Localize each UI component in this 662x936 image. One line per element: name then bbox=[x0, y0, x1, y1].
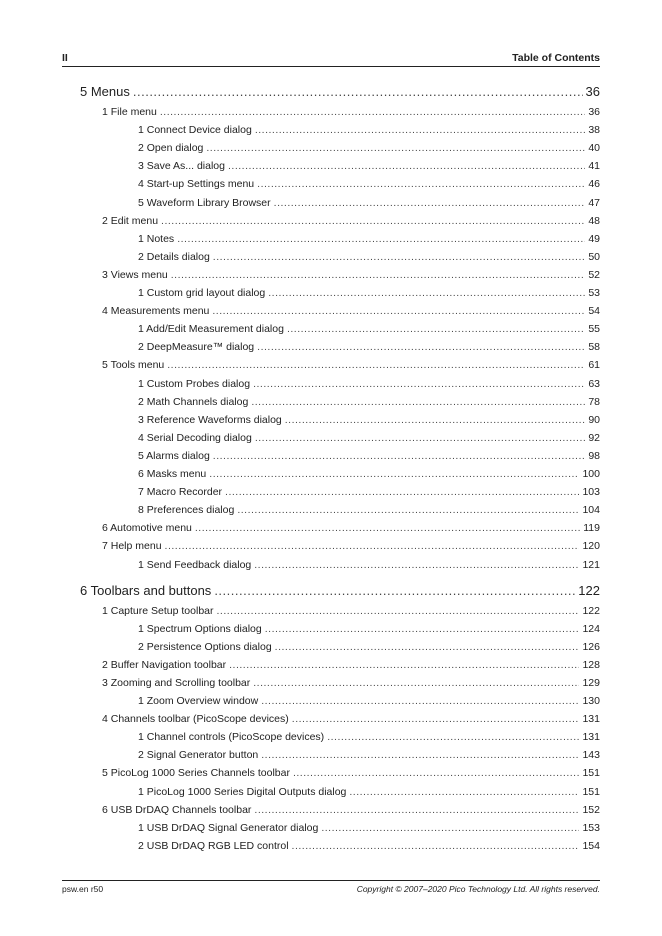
toc-entry-page: 131 bbox=[582, 713, 600, 726]
toc-entry-page: 54 bbox=[588, 305, 600, 318]
toc-entry[interactable] bbox=[138, 378, 600, 392]
toc-dot-leader bbox=[254, 804, 579, 816]
toc-dot-leader bbox=[213, 450, 586, 462]
toc-dot-leader bbox=[253, 677, 579, 689]
toc-entry[interactable] bbox=[102, 767, 600, 781]
toc-entry-page: 63 bbox=[588, 377, 600, 390]
toc-entry-page: 52 bbox=[588, 268, 600, 281]
toc-dot-leader bbox=[167, 359, 585, 371]
toc-entry-page: 40 bbox=[588, 142, 600, 155]
toc-entry-title: 6 Automotive menu bbox=[102, 522, 192, 535]
toc-entry-title: 1 PicoLog 1000 Series Digital Outputs dialog bbox=[138, 785, 347, 798]
toc-entry-title: 2 Details dialog bbox=[138, 250, 210, 263]
toc-entry-title: 3 Zooming and Scrolling toolbar bbox=[102, 676, 251, 689]
toc-entry[interactable] bbox=[138, 840, 600, 854]
toc-entry[interactable] bbox=[138, 251, 600, 265]
toc-entry[interactable] bbox=[138, 641, 600, 655]
toc-entry[interactable] bbox=[138, 822, 600, 836]
toc-entry[interactable] bbox=[138, 731, 600, 745]
toc-entry[interactable] bbox=[138, 450, 600, 464]
toc-entry-title: 1 Send Feedback dialog bbox=[138, 558, 252, 571]
toc-entry-page: 41 bbox=[588, 160, 600, 173]
toc-entry[interactable] bbox=[102, 305, 600, 319]
toc-entry[interactable] bbox=[138, 504, 600, 518]
toc-entry-page: 36 bbox=[585, 84, 600, 99]
toc-entry-title: 5 PicoLog 1000 Series Channels toolbar bbox=[102, 767, 290, 780]
toc-entry-page: 55 bbox=[588, 323, 600, 336]
page-footer bbox=[62, 880, 600, 895]
toc-entry-title: 5 Alarms dialog bbox=[138, 449, 210, 462]
toc-entry[interactable] bbox=[80, 583, 600, 601]
toc-entry-title: 1 Add/Edit Measurement dialog bbox=[138, 323, 284, 336]
toc-entry-title: 1 Connect Device dialog bbox=[138, 124, 252, 137]
toc-entry-title: 1 Custom grid layout dialog bbox=[138, 287, 266, 299]
toc-dot-leader bbox=[133, 84, 583, 99]
toc-entry[interactable] bbox=[138, 233, 600, 247]
toc-entry-page: 151 bbox=[582, 767, 600, 780]
toc-entry[interactable] bbox=[138, 559, 600, 573]
toc-dot-leader bbox=[171, 269, 586, 281]
toc-entry-title: 1 Zoom Overview window bbox=[138, 695, 259, 707]
toc-entry-title: 1 Custom Probes dialog bbox=[138, 377, 251, 390]
toc-entry-title: 7 Help menu bbox=[102, 540, 162, 553]
toc-dot-leader bbox=[257, 178, 585, 190]
toc-entry[interactable] bbox=[138, 287, 600, 301]
toc-entry-title: 5 Tools menu bbox=[102, 359, 165, 372]
toc-entry-page: 36 bbox=[588, 106, 600, 118]
toc-dot-leader bbox=[254, 559, 579, 571]
toc-entry[interactable] bbox=[138, 341, 600, 355]
toc-dot-leader bbox=[292, 840, 580, 852]
toc-entry-title: 2 USB DrDAQ RGB LED control bbox=[138, 839, 289, 852]
toc-dot-leader bbox=[293, 767, 580, 779]
toc-entry-title: 6 Masks menu bbox=[138, 468, 207, 480]
toc-entry-title: 1 Notes bbox=[138, 232, 175, 245]
toc-entry-page: 58 bbox=[588, 341, 600, 354]
toc-entry-title: 2 Math Channels dialog bbox=[138, 395, 249, 408]
toc-entry[interactable] bbox=[138, 414, 600, 428]
toc-entry-page: 78 bbox=[588, 395, 600, 408]
toc-dot-leader bbox=[349, 786, 579, 798]
toc-entry[interactable] bbox=[138, 142, 600, 156]
footer-copyright: Copyright © 2007–2020 Pico Technology Ltd. All rights reserved. bbox=[356, 884, 600, 894]
toc-entry-title: 4 Serial Decoding dialog bbox=[138, 431, 252, 444]
toc-dot-leader bbox=[285, 414, 586, 426]
toc-entry-title: 5 Waveform Library Browser bbox=[138, 196, 271, 209]
toc-entry-page: 46 bbox=[588, 178, 600, 191]
toc-dot-leader bbox=[275, 641, 580, 653]
toc-dot-leader bbox=[214, 583, 575, 598]
toc-dot-leader bbox=[287, 323, 585, 335]
toc-entry-page: 154 bbox=[582, 839, 600, 852]
toc-entry-title: 1 File menu bbox=[102, 106, 157, 118]
toc-entry-page: 122 bbox=[582, 604, 600, 617]
toc-entry-page: 104 bbox=[582, 504, 600, 517]
toc-entry[interactable] bbox=[138, 124, 600, 138]
toc-entry-page: 38 bbox=[588, 124, 600, 137]
toc-entry[interactable] bbox=[102, 269, 600, 283]
toc-entry-title: 2 Edit menu bbox=[102, 214, 159, 227]
toc-entry[interactable] bbox=[138, 432, 600, 446]
toc-entry-page: 100 bbox=[582, 468, 600, 480]
toc-dot-leader bbox=[321, 822, 579, 834]
toc-dot-leader bbox=[251, 396, 585, 408]
toc-entry-title: 7 Macro Recorder bbox=[138, 486, 223, 499]
toc-entry[interactable] bbox=[102, 713, 600, 727]
toc-entry[interactable] bbox=[138, 623, 600, 637]
toc-entry-page: 48 bbox=[588, 214, 600, 227]
toc-dot-leader bbox=[257, 341, 585, 353]
toc-dot-leader bbox=[327, 731, 579, 743]
toc-dot-leader bbox=[177, 233, 585, 245]
toc-dot-leader bbox=[228, 160, 585, 172]
header-section-title: Table of Contents bbox=[512, 52, 600, 64]
toc-dot-leader bbox=[253, 378, 585, 390]
toc-entry[interactable] bbox=[102, 215, 600, 229]
toc-entry[interactable] bbox=[138, 749, 600, 763]
toc-entry[interactable] bbox=[138, 323, 600, 337]
toc-entry-title: 3 Save As... dialog bbox=[138, 160, 225, 173]
toc-dot-leader bbox=[212, 305, 585, 317]
toc-entry-page: 103 bbox=[582, 486, 600, 499]
toc-dot-leader bbox=[261, 749, 579, 761]
toc-entry-page: 128 bbox=[582, 658, 600, 671]
toc-entry[interactable] bbox=[138, 695, 600, 709]
toc-entry-title: 6 Toolbars and buttons bbox=[80, 582, 212, 598]
toc-entry-title: 5 Menus bbox=[80, 84, 130, 99]
toc-dot-leader bbox=[213, 251, 586, 263]
toc-entry-page: 129 bbox=[582, 676, 600, 689]
toc-entry-page: 131 bbox=[582, 731, 600, 744]
toc-entry-title: 1 Capture Setup toolbar bbox=[102, 604, 214, 617]
toc-entry[interactable] bbox=[102, 106, 600, 120]
toc-dot-leader bbox=[165, 540, 580, 552]
toc-entry-page: 122 bbox=[578, 582, 600, 598]
toc-entry-page: 92 bbox=[588, 431, 600, 444]
toc-entry[interactable] bbox=[102, 522, 600, 536]
toc-entry[interactable] bbox=[102, 605, 600, 619]
toc-entry[interactable] bbox=[138, 786, 600, 800]
toc-entry-title: 2 DeepMeasure™ dialog bbox=[138, 341, 255, 354]
toc-entry[interactable] bbox=[102, 540, 600, 554]
toc-entry[interactable] bbox=[138, 178, 600, 192]
toc-dot-leader bbox=[160, 106, 585, 118]
toc-entry[interactable] bbox=[80, 84, 600, 102]
toc-entry[interactable] bbox=[138, 197, 600, 211]
toc-entry[interactable] bbox=[102, 677, 600, 691]
toc-entry-page: 121 bbox=[582, 558, 600, 571]
toc-entry-page: 153 bbox=[582, 821, 600, 834]
toc-dot-leader bbox=[237, 504, 579, 516]
toc-dot-leader bbox=[268, 287, 585, 299]
toc-entry[interactable] bbox=[138, 486, 600, 500]
page-header bbox=[62, 50, 600, 67]
toc-dot-leader bbox=[292, 713, 580, 725]
toc-entry-page: 152 bbox=[582, 803, 600, 816]
header-page-number: II bbox=[62, 52, 68, 64]
toc-dot-leader bbox=[265, 623, 580, 635]
toc-entry-page: 119 bbox=[583, 522, 600, 535]
toc-entry-page: 98 bbox=[588, 449, 600, 462]
toc-entry-page: 151 bbox=[582, 785, 600, 798]
toc-entry-title: 1 Channel controls (PicoScope devices) bbox=[138, 731, 325, 744]
toc-entry-title: 3 Views menu bbox=[102, 268, 168, 281]
toc-dot-leader bbox=[255, 124, 585, 136]
toc-entry-page: 61 bbox=[588, 359, 600, 372]
toc-dot-leader bbox=[255, 432, 585, 444]
toc-entry[interactable] bbox=[102, 359, 600, 373]
toc-entry-page: 143 bbox=[582, 749, 600, 762]
toc-dot-leader bbox=[229, 659, 579, 671]
footer-doc-id: psw.en r50 bbox=[62, 884, 104, 894]
toc-entry-title: 6 USB DrDAQ Channels toolbar bbox=[102, 803, 252, 816]
toc-entry-title: 2 Persistence Options dialog bbox=[138, 640, 272, 653]
toc-entry-page: 47 bbox=[588, 196, 600, 209]
toc-entry-title: 4 Measurements menu bbox=[102, 305, 210, 318]
toc-dot-leader bbox=[217, 605, 580, 617]
toc-entry[interactable] bbox=[138, 396, 600, 410]
toc-dot-leader bbox=[161, 215, 585, 227]
toc-entry-page: 124 bbox=[582, 622, 600, 635]
toc-entry-page: 50 bbox=[588, 250, 600, 263]
toc-entry[interactable] bbox=[102, 804, 600, 818]
toc-dot-leader bbox=[225, 486, 579, 498]
toc-entry[interactable] bbox=[102, 659, 600, 673]
toc-entry-title: 2 Open dialog bbox=[138, 142, 204, 155]
toc-entry-title: 1 USB DrDAQ Signal Generator dialog bbox=[138, 821, 319, 834]
toc-entry-page: 49 bbox=[588, 232, 600, 245]
toc-dot-leader bbox=[209, 468, 579, 480]
toc-dot-leader bbox=[261, 695, 579, 707]
toc-entry-page: 120 bbox=[582, 540, 600, 553]
toc-entry[interactable] bbox=[138, 468, 600, 482]
toc-entry-page: 130 bbox=[582, 695, 600, 707]
toc-entry-page: 126 bbox=[582, 640, 600, 653]
toc-entry-title: 2 Signal Generator button bbox=[138, 749, 259, 762]
toc-entry-page: 53 bbox=[588, 287, 600, 299]
toc-dot-leader bbox=[195, 522, 580, 534]
toc-entry-title: 3 Reference Waveforms dialog bbox=[138, 413, 282, 426]
toc-entry-title: 2 Buffer Navigation toolbar bbox=[102, 658, 227, 671]
toc-entry-page: 90 bbox=[588, 413, 600, 426]
toc-entry-title: 4 Channels toolbar (PicoScope devices) bbox=[102, 713, 289, 726]
toc-entry-title: 8 Preferences dialog bbox=[138, 504, 235, 517]
toc-entry-title: 1 Spectrum Options dialog bbox=[138, 622, 262, 635]
toc-entry-title: 4 Start-up Settings menu bbox=[138, 178, 255, 191]
toc-entry[interactable] bbox=[138, 160, 600, 174]
toc-dot-leader bbox=[206, 142, 585, 154]
toc-dot-leader bbox=[274, 197, 586, 209]
